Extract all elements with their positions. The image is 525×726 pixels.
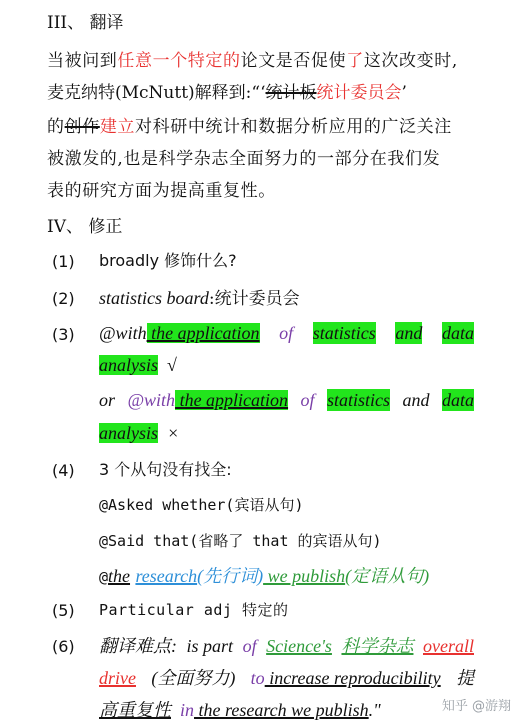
label: 翻译难点: [99, 636, 177, 656]
highlight-word: statistics [312, 323, 376, 343]
item-6-line-2 [99, 667, 474, 689]
text: ’ [401, 83, 407, 103]
word-of: of [279, 323, 294, 343]
highlight-word: analysis [99, 355, 159, 375]
phrase-research: the research we publish [194, 700, 369, 720]
word-to: to [250, 668, 265, 688]
item-3-line-2 [99, 354, 177, 376]
text: 这次改变时, [363, 51, 458, 71]
item-5-text: Particular adj 特定的 [99, 601, 289, 619]
note: 提 [456, 668, 474, 688]
item-2-text [99, 287, 300, 310]
phrase-increase: increase reproducibility [264, 668, 441, 688]
highlight-phrase: the application [175, 390, 289, 410]
item-6-line-3 [99, 699, 381, 721]
note: 科学杂志 [341, 636, 414, 656]
paragraph-line-4: 被激发的,也是科学杂志全面努力的一部分在我们发 [47, 149, 441, 169]
item-number: (1) [52, 252, 75, 271]
word-research: research [135, 566, 198, 586]
highlight-phrase: the application [146, 323, 260, 343]
highlight-word: and [395, 323, 423, 343]
item-4-text: 3 个从句没有找全: [99, 460, 232, 479]
word-and: and [402, 390, 430, 410]
text: 论文是否促使 [240, 51, 347, 71]
word-drive: drive [99, 668, 136, 688]
term: statistics board [99, 288, 209, 308]
item-number: (2) [52, 289, 75, 308]
note: 高重复性 [99, 700, 171, 720]
word [99, 322, 260, 344]
clause-we-publish: we publish [263, 566, 346, 586]
section-heading-iii: III、 翻译 [47, 13, 124, 33]
correction-text: 统计委员会 [316, 83, 402, 103]
word-science: Science's [266, 636, 332, 656]
punctuation: ." [368, 700, 381, 720]
clause-note: (定语从句) [345, 566, 430, 586]
word-of: of [300, 390, 315, 410]
text: 麦克纳特(McNutt)解释到:“‘ [47, 83, 266, 103]
word-the: the [108, 566, 131, 586]
highlight-word: analysis [99, 423, 159, 443]
highlight-word: statistics [327, 390, 391, 410]
item-4-clause-c [99, 565, 429, 588]
item-number: (6) [52, 637, 75, 656]
at-sign: @ [99, 568, 109, 586]
word-with: @with [127, 390, 176, 410]
item-number: (3) [52, 325, 75, 344]
word-or: or [99, 390, 116, 410]
item-1-text: broadly 修饰什么? [99, 251, 237, 270]
item-6-line-1 [99, 635, 474, 657]
struck-text: 统计板 [265, 83, 317, 103]
antecedent-note: (先行词) [197, 566, 264, 586]
highlight-word: data [441, 323, 474, 343]
item-4-clause-b: @Said that(省略了 that 的宾语从句) [99, 532, 382, 550]
word-with: @with [99, 323, 147, 343]
watermark: 知乎 @游翔 [441, 699, 511, 714]
word-overall: overall [423, 636, 474, 656]
highlight-word: data [441, 390, 474, 410]
text: 对科研中统计和数据分析应用的广泛关注 [135, 117, 452, 137]
phrase: is part [186, 636, 234, 656]
word-of: of [242, 636, 257, 656]
note: (全面努力) [151, 668, 236, 688]
word [127, 389, 288, 411]
correction-text: 了 [346, 51, 364, 71]
phrase [251, 667, 441, 689]
correction-text: 建立 [99, 117, 136, 137]
item-3-line-4 [99, 422, 179, 444]
item-3-line-1 [99, 322, 474, 344]
section-heading-iv: IV、 修正 [47, 217, 123, 237]
text: 的 [47, 117, 65, 137]
item-number: (4) [52, 461, 75, 480]
paragraph-line-5: 表的研究方面为提高重复性。 [47, 181, 276, 201]
cross-mark: × [167, 423, 180, 443]
paragraph-line-1 [47, 50, 458, 72]
paragraph-line-3 [47, 116, 452, 138]
item-number: (5) [52, 601, 75, 620]
item-4-clause-a: @Asked whether(宾语从句) [99, 496, 304, 514]
item-3-line-3 [99, 389, 474, 411]
struck-text: 创作 [64, 117, 100, 137]
text: 当被问到 [47, 51, 118, 71]
word-in: in [180, 700, 195, 720]
paragraph-line-2 [47, 82, 407, 104]
check-mark: √ [167, 355, 177, 375]
text: :统计委员会 [208, 289, 300, 309]
correction-text: 任意一个特定的 [117, 51, 241, 71]
